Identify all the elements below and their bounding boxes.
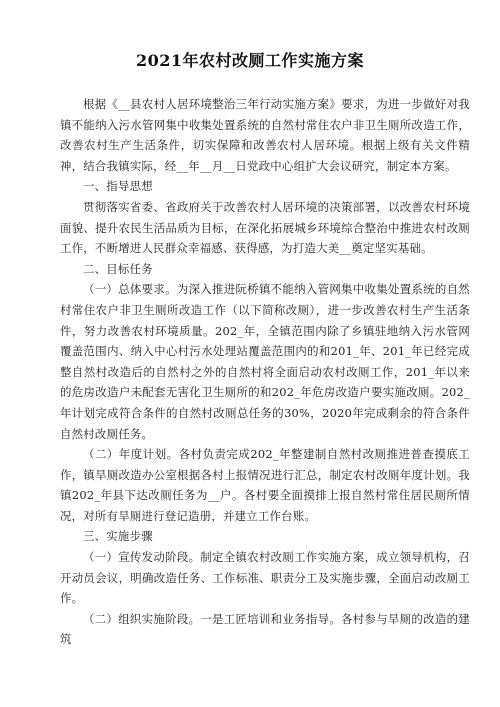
section-heading-guiding-ideology: 一、指导思想 <box>83 179 153 194</box>
intro-paragraph: 根据《__县农村人居环境整治三年行动实施方案》要求，为进一步做好对我镇不能纳入污水管网集中收集处置系统的自然村常住农户非卫生厕所改造工作，改善农村生产生活条件，切实保障和改善农村人居环境。根据上级有关文件精神，结合我镇实际，经__年__月__日党政中心组扩大会议研究，制定本方案。 <box>60 97 470 173</box>
section-heading-steps: 三、实施步骤 <box>83 529 153 544</box>
overall-requirements-paragraph: （一）总体要求。为深入推进阮桥镇不能纳入管网集中收集处置系统的自然村常住农户非卫生厕所改造工作（以下简称改厕），进一步改善农村生产生活条件，努力改善农村环境质量。202_年，全镇范围内除了乡镇驻地纳入污水管网覆盖范围内、纳入中心村污水处理站覆盖范围内的和201_年、201_年已经完成整自然村改造后的自然村之外的自然村将全面启动农村改厕工作，201_年以来的危房改造户未配套无害化卫生厕所的和202_年危房改造户要实施改厕。202_年计划完成符合条件的自然村改厕总任务的30%，2020年完成剩余的符合条件自然村改厕任务。 <box>60 282 470 441</box>
guiding-ideology-paragraph: 贯彻落实省委、省政府关于改善农村人居环境的决策部署，以改善农村环境面貌、提升农民生活品质为目标，在深化拓展城乡环境综合整治中推进农村改厕工作，不断增进人民群众幸福感、获得感，为打造大美__奠定坚实基础。 <box>60 199 470 256</box>
document-title: 2021年农村改厕工作实施方案 <box>135 51 365 70</box>
annual-plan-paragraph: （二）年度计划。各村负责完成202_年整建制自然村改厕推进普查摸底工作，镇旱厕改造办公室根据各村上报情况进行汇总，制定农村改厕年度计划。我镇202_年县下达改厕任务为__户。各村要全面摸排上报自然村常住居民厕所情况，对所有旱厕进行登记造册，并建立工作台账。 <box>60 447 470 523</box>
section-heading-goals: 二、目标任务 <box>83 261 153 276</box>
publicity-stage-paragraph: （一）宣传发动阶段。制定全镇农村改厕工作实施方案，成立领导机构，召开动员会议，明确改造任务、工作标准、职责分工及实施步骤，全面启动改厕工作。 <box>60 550 470 606</box>
implementation-stage-paragraph: （二）组织实施阶段。一是工匠培训和业务指导。各村参与旱厕的改造的建筑 <box>60 611 470 647</box>
document-body <box>60 94 470 650</box>
